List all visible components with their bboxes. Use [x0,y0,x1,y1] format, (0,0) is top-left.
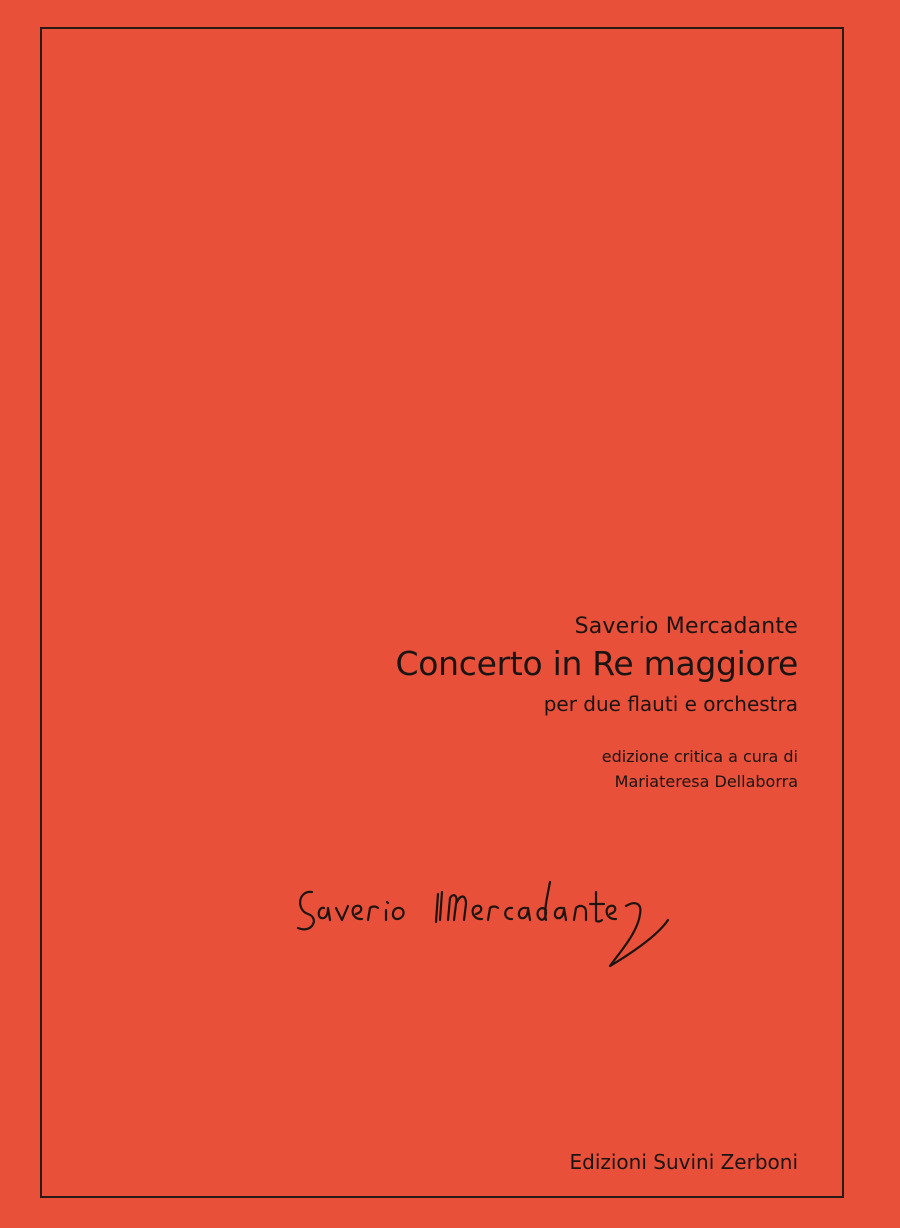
cover-border-frame [40,27,844,1198]
publisher-name: Edizioni Suvini Zerboni [569,1150,798,1174]
author-name: Saverio Mercadante [574,614,798,639]
work-subtitle: per due flauti e orchestra [543,692,798,716]
handwritten-signature [290,862,790,982]
work-title: Concerto in Re maggiore [395,644,798,683]
editor-name: Mariateresa Dellaborra [614,772,798,791]
edition-credit-label: edizione critica a cura di [601,747,798,766]
